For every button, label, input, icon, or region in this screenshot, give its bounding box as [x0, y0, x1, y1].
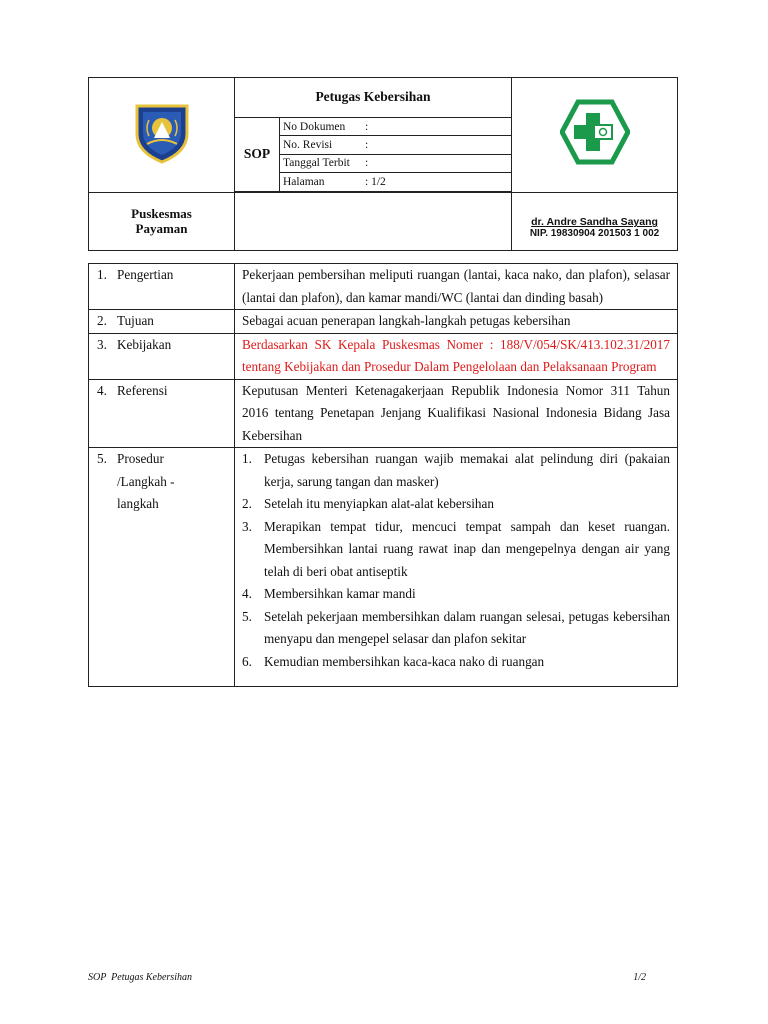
document-title: Petugas Kebersihan — [235, 78, 512, 118]
footer-title: SOP Petugas Kebersihan — [88, 972, 192, 983]
row-kebijakan: 3. Kebijakan Berdasarkan SK Kepala Puskesmas Nomer : 188/V/054/SK/413.102.31/2017 tentang Kebijakan dan Prosedur Dalam Pengelolaan dan Pelaksanaan Program — [89, 333, 678, 379]
puskesmas-logo-icon — [560, 99, 630, 165]
meta-tanggal-terbit: Tanggal Terbit : — [280, 154, 512, 172]
footer-page-number: 1/2 — [633, 972, 646, 983]
list-item: 4. Membersihkan kamar mandi — [242, 586, 416, 601]
row-tujuan: 2. Tujuan Sebagai acuan penerapan langkah-langkah petugas kebersihan — [89, 310, 678, 334]
right-logo-cell — [512, 78, 678, 193]
list-item: 2. Setelah itu menyiapkan alat-alat kebersihan — [242, 496, 494, 511]
pengertian-text: Pekerjaan pembersihan meliputi ruangan (lantai, kaca nako, dan plafon), selasar (lantai dan plafon), dan kamar mandi/WC (lantai dan dinding basah) — [235, 264, 678, 310]
row-pengertian: 1. Pengertian Pekerjaan pembersihan meliputi ruangan (lantai, kaca nako, dan plafon), selasar (lantai dan plafon), dan kamar mandi/WC (lantai dan dinding basah) — [89, 264, 678, 310]
signature-block — [512, 192, 678, 250]
meta-no-dokumen: No Dokumen : — [280, 117, 512, 135]
sop-label: SOP — [235, 117, 280, 191]
list-item: 5. Setelah pekerjaan membersihkan dalam ruangan selesai, petugas kebersihan menyapu dan mengepel selasar dan plafon sekitar — [242, 608, 670, 646]
blank-cell — [235, 192, 512, 250]
organization-name: Puskesmas Payaman — [89, 192, 235, 250]
signer-nip: NIP. 19830904 201503 1 002 — [529, 228, 660, 240]
sop-header-table — [88, 77, 678, 251]
tujuan-text: Sebagai acuan penerapan langkah-langkah petugas kebersihan — [235, 310, 678, 334]
signer-name: dr. Andre Sandha Sayang — [531, 216, 658, 229]
prosedur-steps — [242, 448, 670, 673]
regency-emblem-icon — [133, 100, 191, 164]
list-item: 6. Kemudian membersihkan kaca-kaca nako di ruangan — [242, 653, 545, 669]
meta-halaman: Halaman : 1/2 — [280, 173, 512, 191]
list-item: 3. Merapikan tempat tidur, mencuci tempat sampah dan keset ruangan. Membersihkan lantai ruang rawat inap dan mengepelnya dengan air yang telah di beri obat antiseptik — [242, 518, 670, 579]
left-logo-cell — [89, 78, 235, 193]
row-prosedur: 5. Prosedur /Langkah - langkah 1. Petugas kebersihan ruangan wajib memakai alat pelindung diri (pakaian kerja, sarung tangan dan masker) 2. Setelah itu menyiapkan alat-alat kebersihan 3. Merapikan tempat tidur, mencuci tempat sampah dan keset ruangan. Membersihkan lantai ruang rawat inap dan mengepelnya dengan air yang telah di beri obat antiseptik 4. Membersihkan kamar mandi 5. Setelah pekerjaan membersihkan dalam ruangan selesai, petugas kebersihan menyapu dan mengepel selasar dan plafon sekitar 6. Kemudian membersihkan kaca-kaca nako di ruangan — [89, 448, 678, 687]
list-item: 1. Petugas kebersihan ruangan wajib memakai alat pelindung diri (pakaian kerja, sarung tangan dan masker) — [242, 451, 670, 489]
sop-content-table — [88, 263, 678, 687]
referensi-text: Keputusan Menteri Ketenagakerjaan Republik Indonesia Nomor 311 Tahun 2016 tentang Penetapan Jenjang Kualifikasi Nasional Indonesia Bidang Jasa Kebersihan — [235, 379, 678, 448]
kebijakan-text: Berdasarkan SK Kepala Puskesmas Nomer : 188/V/054/SK/413.102.31/2017 tentang Kebijakan dan Prosedur Dalam Pengelolaan dan Pelaksanaan Program — [235, 333, 678, 379]
page-footer — [88, 972, 646, 983]
meta-no-revisi: No. Revisi : — [280, 136, 512, 154]
row-referensi: 4. Referensi Keputusan Menteri Ketenagakerjaan Republik Indonesia Nomor 311 Tahun 2016 tentang Penetapan Jenjang Kualifikasi Nasional Indonesia Bidang Jasa Kebersihan — [89, 379, 678, 448]
